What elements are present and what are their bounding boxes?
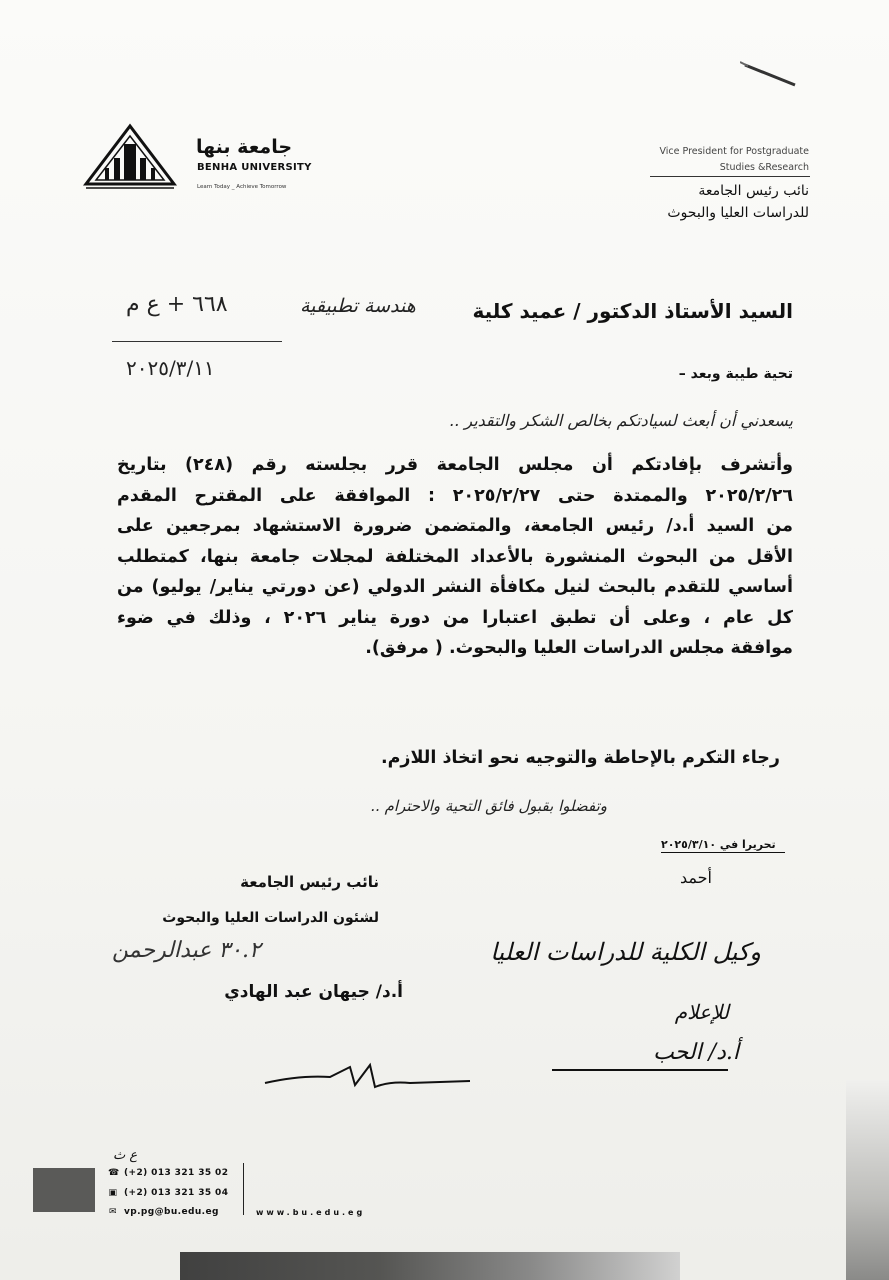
written-on-date: تحريرا في ٢٠٢٥/٣/١٠ bbox=[661, 838, 776, 851]
reference-number: ٦٦٨ + ع م bbox=[126, 292, 228, 317]
signature-left bbox=[260, 1055, 475, 1095]
scan-edge-right bbox=[846, 1080, 889, 1280]
reference-underline bbox=[112, 341, 282, 342]
vp-office-ar-line2: للدراسات العليا والبحوث bbox=[667, 205, 809, 221]
intro-handwritten: يسعدني أن أبعث لسيادتكم بخالص الشكر والتقدير .. bbox=[449, 411, 793, 430]
addressee-handwritten: هندسة تطبيقية bbox=[300, 295, 416, 317]
forwarding-line1: وكيل الكلية للدراسات العليا bbox=[490, 938, 761, 966]
footer-phone2 bbox=[108, 1188, 228, 1198]
reference-date: ٢٠٢٥/٣/١١ bbox=[126, 356, 215, 380]
forwarding-line2: للإعلام bbox=[674, 1000, 729, 1024]
body-line: كل عام ، وعلى أن تطبق اعتبارا من دورة يناير ٢٠٢٦ ، وذلك في ضوء bbox=[117, 607, 793, 628]
body-line: موافقة مجلس الدراسات العليا والبحوث. ( مرفق). bbox=[365, 638, 793, 658]
body-line: أساسي للتقدم بالبحث لنيل مكافأة النشر الدولي (عن دورتي يناير/ يوليو) من bbox=[117, 577, 793, 597]
phone1-text: (+2) 013 321 35 02 bbox=[124, 1168, 229, 1178]
email-text: vp.pg@bu.edu.eg bbox=[124, 1207, 219, 1217]
signatory-title-line2: لشئون الدراسات العليا والبحوث bbox=[162, 910, 379, 926]
addressee: السيد الأستاذ الدكتور / عميد كلية bbox=[472, 299, 793, 323]
scan-edge-shadow bbox=[180, 1252, 680, 1280]
body-line: وأتشرف بإفادتكم أن مجلس الجامعة قرر بجلسته رقم (٢٤٨) بتاريخ bbox=[117, 455, 793, 475]
written-on-underline bbox=[661, 852, 785, 853]
footer-block bbox=[33, 1168, 95, 1212]
request-line: رجاء التكرم بالإحاطة والتوجيه نحو اتخاذ اللازم. bbox=[380, 748, 780, 768]
signatory-name: أ.د/ جيهان عبد الهادي bbox=[224, 982, 403, 1002]
body-line: ٢٠٢٥/٢/٢٦ والممتدة حتى ٢٠٢٥/٢/٢٧ : الموافقة على المقترح المقدم bbox=[117, 485, 794, 506]
university-name-en: BENHA UNIVERSITY bbox=[197, 162, 312, 173]
body-line: من السيد أ.د/ رئيس الجامعة، والمتضمن ضرورة الاستشهاد بمرجعين على bbox=[117, 516, 793, 536]
footer-handwritten: ع ث bbox=[113, 1148, 138, 1163]
footer-email bbox=[108, 1207, 219, 1217]
body-line: الأقل من البحوث المنشورة بالأعداد المختلفة لمجلات جامعة بنها، كمتطلب bbox=[117, 546, 793, 567]
university-name-ar: جامعة بنها bbox=[196, 136, 293, 158]
pen-mark bbox=[740, 60, 800, 90]
phone-icon: ☎ bbox=[108, 1168, 120, 1178]
phone2-text: (+2) 013 321 35 04 bbox=[124, 1188, 229, 1198]
forwarding-line3: أ.د/ الحب bbox=[653, 1040, 739, 1065]
letter-body bbox=[117, 450, 793, 664]
fax-icon: ▣ bbox=[108, 1188, 118, 1198]
greeting: تحية طيبة وبعد – bbox=[678, 366, 793, 382]
initial-handwritten: أحمد bbox=[680, 868, 712, 887]
vp-office-en-line2: Studies &Research bbox=[719, 162, 809, 173]
footer-phone1 bbox=[108, 1168, 228, 1178]
signature-right bbox=[548, 1040, 768, 1080]
vp-office-ar-line1: نائب رئيس الجامعة bbox=[698, 183, 809, 199]
benha-university-logo bbox=[80, 122, 180, 194]
signature-handwritten-note: ٣٠.٢ عبدالرحمن bbox=[112, 938, 261, 963]
email-icon: ✉ bbox=[109, 1207, 117, 1217]
vp-office-en-line1: Vice President for Postgraduate bbox=[659, 146, 809, 157]
university-tagline: Learn Today _ Achieve Tomorrow bbox=[197, 184, 287, 190]
closing-handwritten: وتفضلوا بقبول فائق التحية والاحترام .. bbox=[370, 797, 607, 815]
signatory-title-line1: نائب رئيس الجامعة bbox=[240, 873, 379, 891]
footer-separator bbox=[243, 1163, 244, 1215]
footer-website: www.bu.edu.eg bbox=[256, 1208, 366, 1217]
header-divider bbox=[650, 176, 810, 177]
